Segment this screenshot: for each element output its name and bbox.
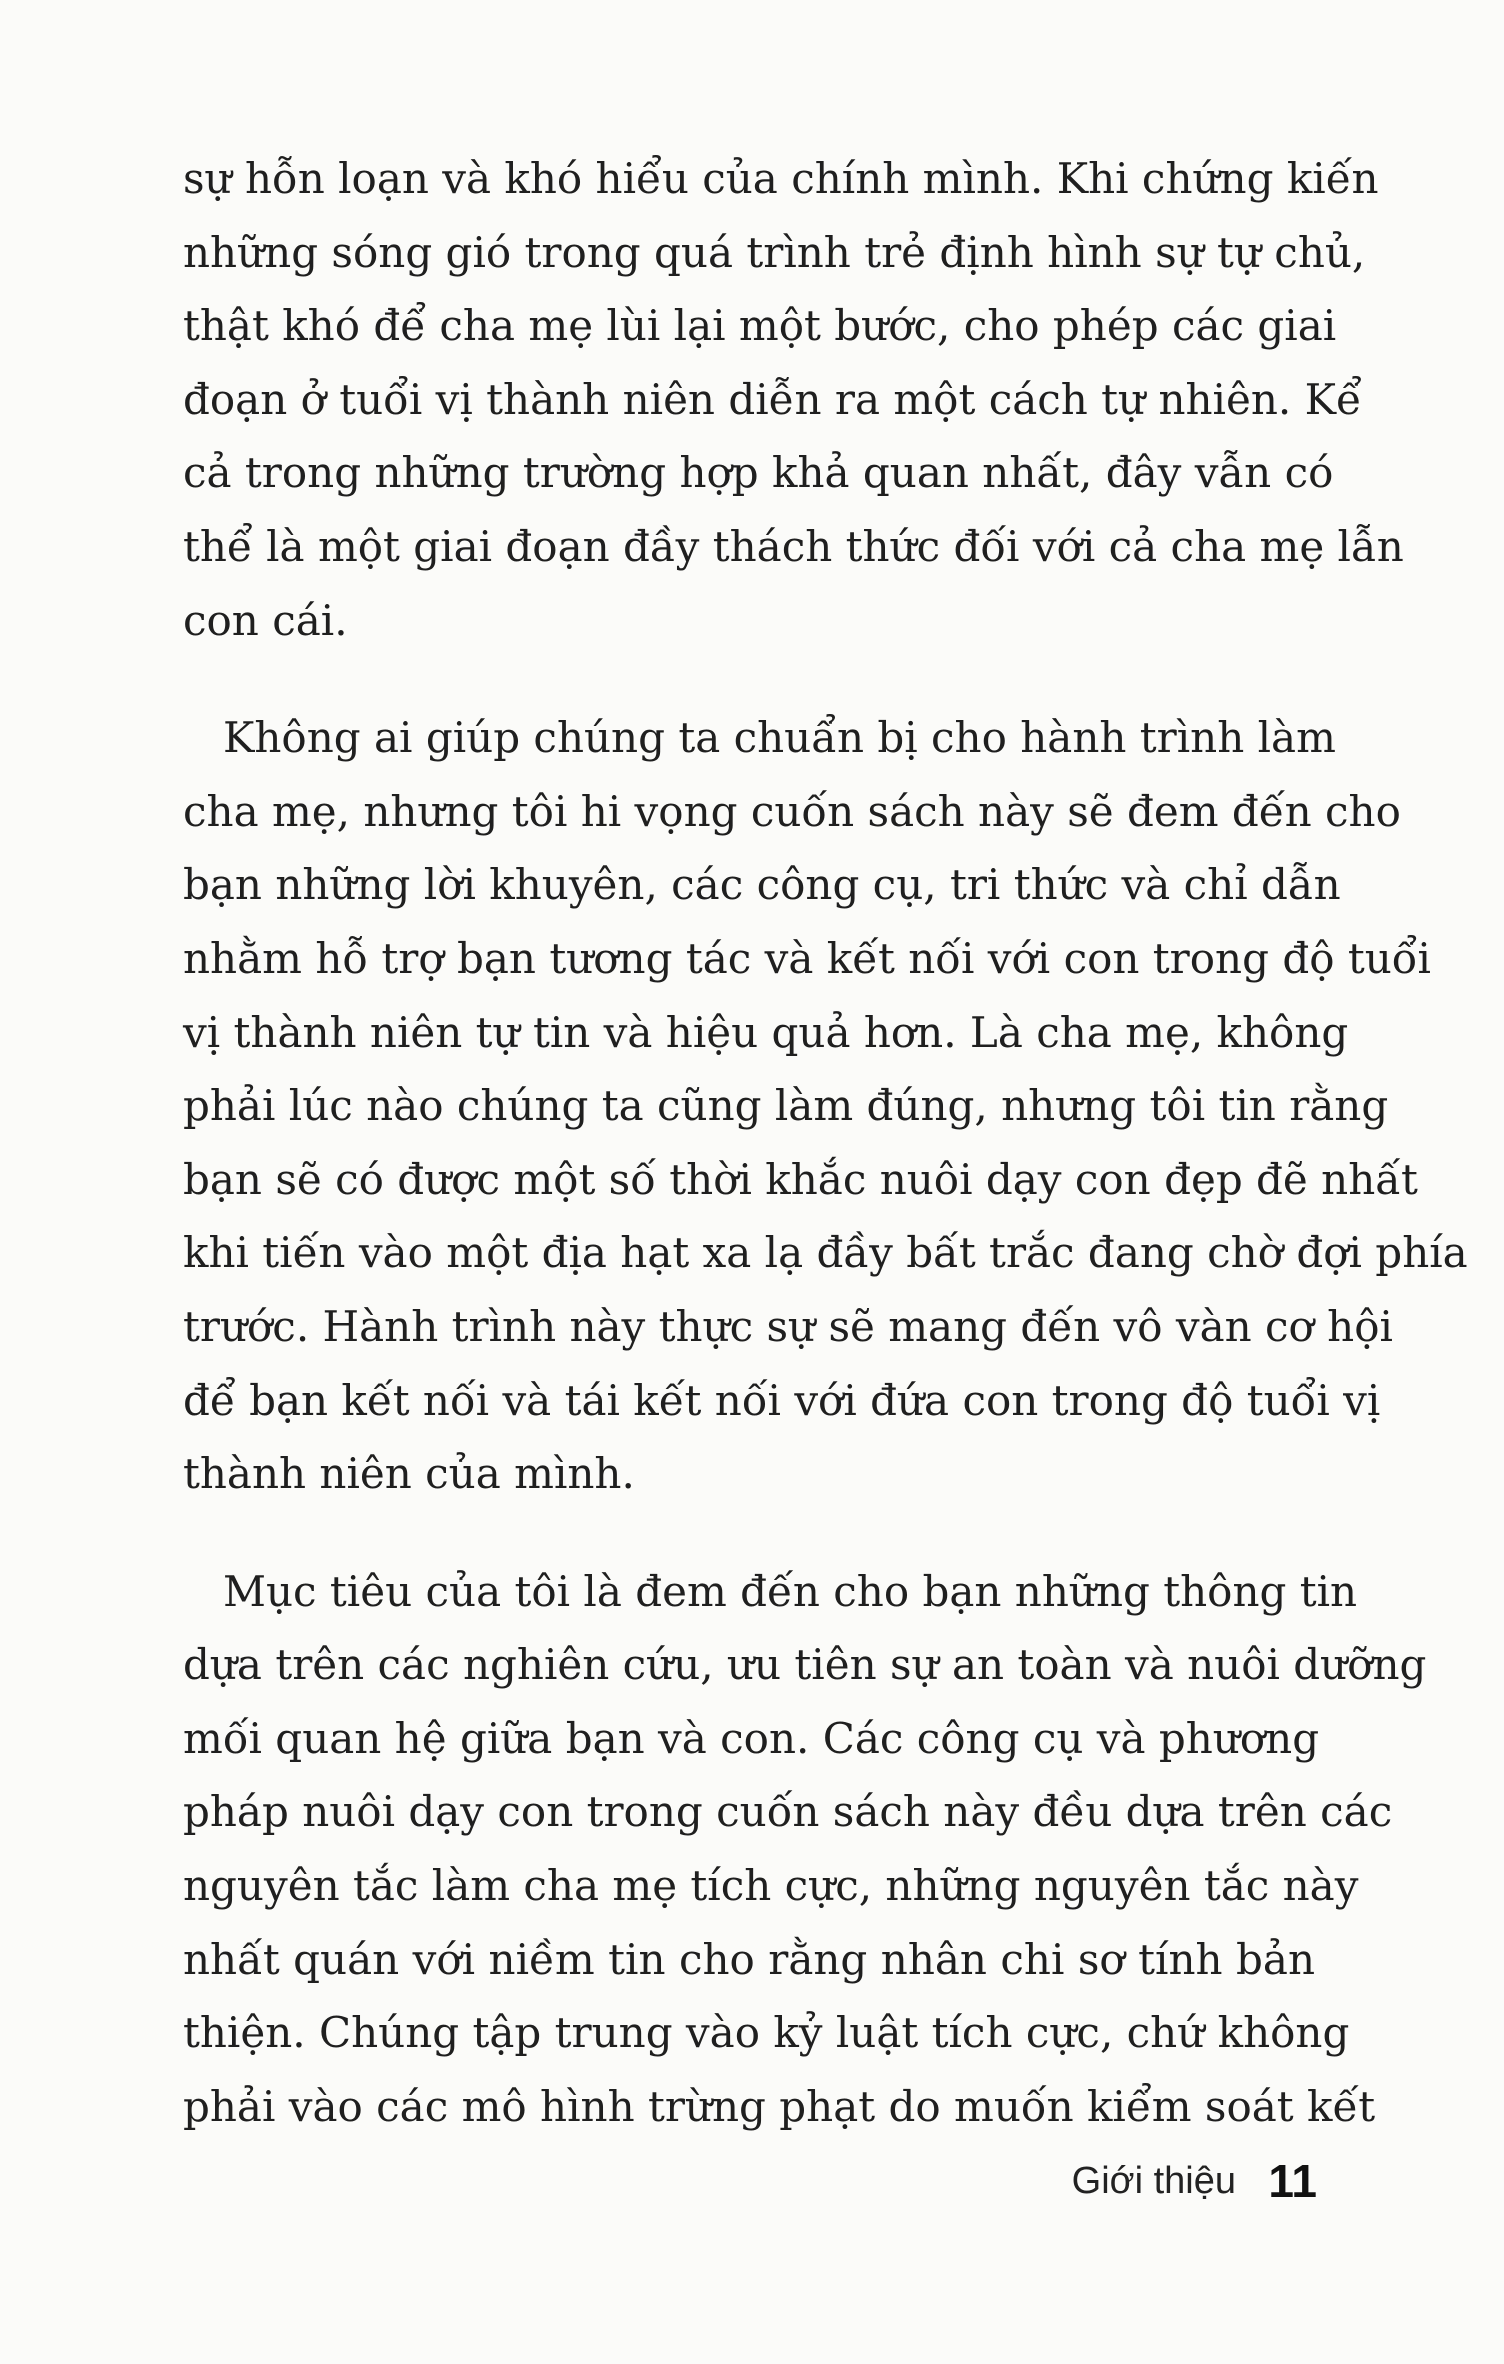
page-footer bbox=[0, 2152, 1504, 2222]
text-line: Không ai giúp chúng ta chuẩn bị cho hành trình làm bbox=[223, 713, 1336, 763]
paragraph bbox=[183, 142, 1404, 657]
text-line: nhất quán với niềm tin cho rằng nhân chi sơ tính bản bbox=[183, 1934, 1315, 1984]
text-line: thành niên của mình. bbox=[183, 1449, 635, 1499]
text-line: cả trong những trường hợp khả quan nhất, đây vẫn có bbox=[183, 448, 1334, 498]
text-line: bạn sẽ có được một số thời khắc nuôi dạy con đẹp đẽ nhất bbox=[183, 1154, 1418, 1204]
text-line: mối quan hệ giữa bạn và con. Các công cụ và phương bbox=[183, 1713, 1320, 1763]
text-line: những sóng gió trong quá trình trẻ định hình sự tự chủ, bbox=[183, 227, 1366, 277]
body-text bbox=[183, 142, 1468, 2187]
text-line: bạn những lời khuyên, các công cụ, tri thức và chỉ dẫn bbox=[183, 860, 1341, 910]
paragraph bbox=[183, 701, 1468, 1511]
text-line: sự hỗn loạn và khó hiểu của chính mình. Khi chứng kiến bbox=[183, 154, 1379, 203]
text-line: khi tiến vào một địa hạt xa lạ đầy bất trắc đang chờ đợi phía bbox=[183, 1228, 1468, 1278]
text-line: nhằm hỗ trợ bạn tương tác và kết nối với con trong độ tuổi bbox=[183, 933, 1431, 983]
text-line: cha mẹ, nhưng tôi hi vọng cuốn sách này sẽ đem đến cho bbox=[183, 786, 1401, 836]
text-line: để bạn kết nối và tái kết nối với đứa con trong độ tuổi vị bbox=[183, 1375, 1381, 1425]
text-line: thiện. Chúng tập trung vào kỷ luật tích cực, chứ không bbox=[183, 2008, 1350, 2058]
text-line: Mục tiêu của tôi là đem đến cho bạn những thông tin bbox=[223, 1566, 1358, 1616]
text-line: đoạn ở tuổi vị thành niên diễn ra một cách tự nhiên. Kể bbox=[183, 374, 1362, 424]
text-line: phải lúc nào chúng ta cũng làm đúng, nhưng tôi tin rằng bbox=[183, 1081, 1389, 1131]
text-line: thể là một giai đoạn đầy thách thức đối với cả cha mẹ lẫn bbox=[183, 521, 1404, 571]
text-line: phải vào các mô hình trừng phạt do muốn kiểm soát kết bbox=[183, 2081, 1376, 2131]
text-line: pháp nuôi dạy con trong cuốn sách này đều dựa trên các bbox=[183, 1787, 1393, 1837]
text-line: thật khó để cha mẹ lùi lại một bước, cho phép các giai bbox=[183, 301, 1337, 351]
paragraph bbox=[183, 1555, 1427, 2144]
page-number: 11 bbox=[1268, 2155, 1317, 2207]
text-line: nguyên tắc làm cha mẹ tích cực, những nguyên tắc này bbox=[183, 1861, 1359, 1911]
text-line: trước. Hành trình này thực sự sẽ mang đến vô vàn cơ hội bbox=[183, 1301, 1393, 1351]
text-line: con cái. bbox=[183, 595, 348, 645]
text-line: vị thành niên tự tin và hiệu quả hơn. Là cha mẹ, không bbox=[183, 1007, 1349, 1057]
footer-section-title: Giới thiệu bbox=[1071, 2160, 1236, 2202]
text-line: dựa trên các nghiên cứu, ưu tiên sự an toàn và nuôi dưỡng bbox=[183, 1640, 1427, 1690]
